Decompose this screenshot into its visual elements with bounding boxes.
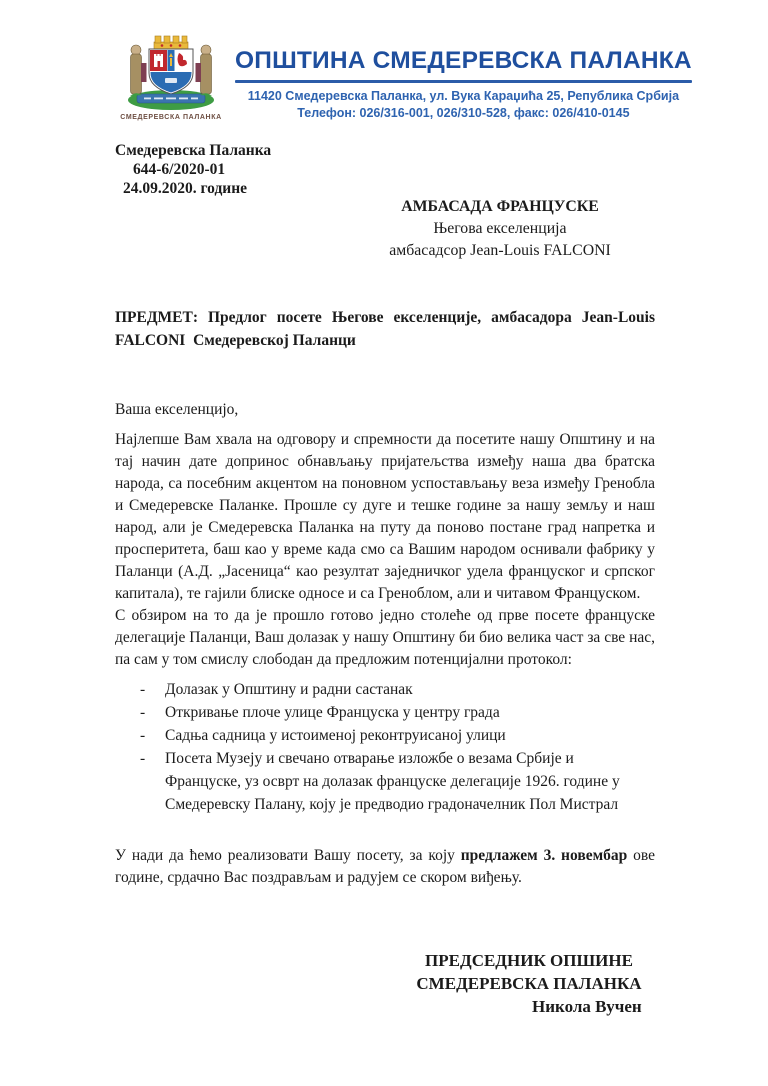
- subject-line-1: ПРЕДМЕТ: Предлог посете Његове екселенције, амбасадора Jean-Louis: [115, 309, 655, 326]
- signature-block: [403, 949, 655, 1018]
- recipient-block: [350, 196, 650, 262]
- sender-block: [115, 141, 655, 198]
- closing-text-pre: У нади да ћемо реализовати Вашу посету, за коју: [115, 847, 461, 864]
- list-item: [115, 747, 655, 816]
- list-item: [115, 678, 655, 701]
- organization-name: ОПШТИНА СМЕДЕРЕВСКА ПАЛАНКА: [235, 47, 692, 74]
- list-item: [115, 701, 655, 724]
- logo-caption: СМЕДЕРЕВСКА ПАЛАНКА: [120, 114, 222, 121]
- letterhead: [115, 33, 692, 121]
- list-item: [115, 724, 655, 747]
- list-dash: -: [140, 727, 146, 744]
- salutation: Ваша екселенцијо,: [115, 401, 239, 418]
- closing-text-post: ове године, срдачно Вас поздрављам и радујем се скором виђењу.: [115, 847, 655, 886]
- coat-of-arms-icon: [116, 33, 226, 113]
- letterhead-text: [235, 33, 692, 120]
- recipient-person: амбасадсор Jean-Louis FALCONI: [389, 242, 611, 259]
- signer-title: ПРЕДСЕДНИК ОПШИНЕ: [425, 951, 633, 970]
- subject-line-2: FALCONI Смедеревској Паланци: [115, 332, 356, 349]
- coat-of-arms-logo: [115, 33, 227, 121]
- recipient-honorific: Његова екселенција: [433, 220, 567, 237]
- closing-text-bold: предлажем 3. новембар: [460, 847, 628, 864]
- list-item-text: Садња садница у истоименој реконтруисаној улици: [165, 727, 506, 744]
- list-dash: -: [140, 704, 146, 721]
- letter-date: 24.09.2020. године: [123, 180, 248, 197]
- body-paragraph-1: Најлепше Вам хвала на одговору и спремности да посетите нашу Општину и на тај начин дате допринос обнављању пријатељства између наша два братска народа, са посебним акцентом на поновном успостављању веза између Гренобла и Смедеревске Паланке. Прошле су дуге и тешке године за нашу земљу и наш народ, али је Смедеревска Паланка на путу да поново постане град напретка и просперитета, баш као у време када смо са Вашим народом оснивали фабрику у Паланци (А.Д. „Јасеница“ као резултат заједничког удела француског и српског капитала), те гајили блиске односе и са Греноблом, али и читавом Француском.: [115, 431, 655, 602]
- closing-paragraph: [115, 845, 655, 889]
- subject-block: [115, 306, 655, 352]
- organization-address: 11420 Смедеревска Паланка, ул. Вука Караџића 25, Република Србија: [247, 88, 680, 103]
- list-item-text: Долазак у Општину и радни састанак: [165, 681, 413, 698]
- list-dash: -: [140, 681, 146, 698]
- signer-name: Никола Вучен: [532, 997, 642, 1016]
- body-paragraph-2: С обзиром на то да је прошло готово једно столеће од прве посете француске делегације Паланци, Ваш долазак у нашу Општину би био велика част за све нас, па сам у том смислу слободан да предложим потенцијални протокол:: [115, 607, 655, 668]
- list-item-text: Посета Музеју и свечано отварање изложбе о везама Србије и Француске, уз осврт на долазак француске делегације 1926. године у Смедеревску Палану, коју је предводио градоначелник Пол Мистрал: [165, 750, 620, 813]
- list-dash: -: [140, 750, 146, 767]
- organization-phone: Телефон: 026/316-001, 026/310-528, факс: 026/410-0145: [297, 105, 630, 120]
- reference-number: 644-6/2020-01: [133, 161, 226, 178]
- signer-org: СМЕДЕРЕВСКА ПАЛАНКА: [416, 974, 642, 993]
- protocol-list: [115, 678, 655, 816]
- recipient-name: АМБАСАДА ФРАНЦУСКЕ: [401, 198, 599, 215]
- sender-city: Смедеревска Паланка: [115, 142, 272, 159]
- header-divider: [235, 80, 692, 83]
- list-item-text: Откривање плоче улице Француска у центру града: [165, 704, 500, 721]
